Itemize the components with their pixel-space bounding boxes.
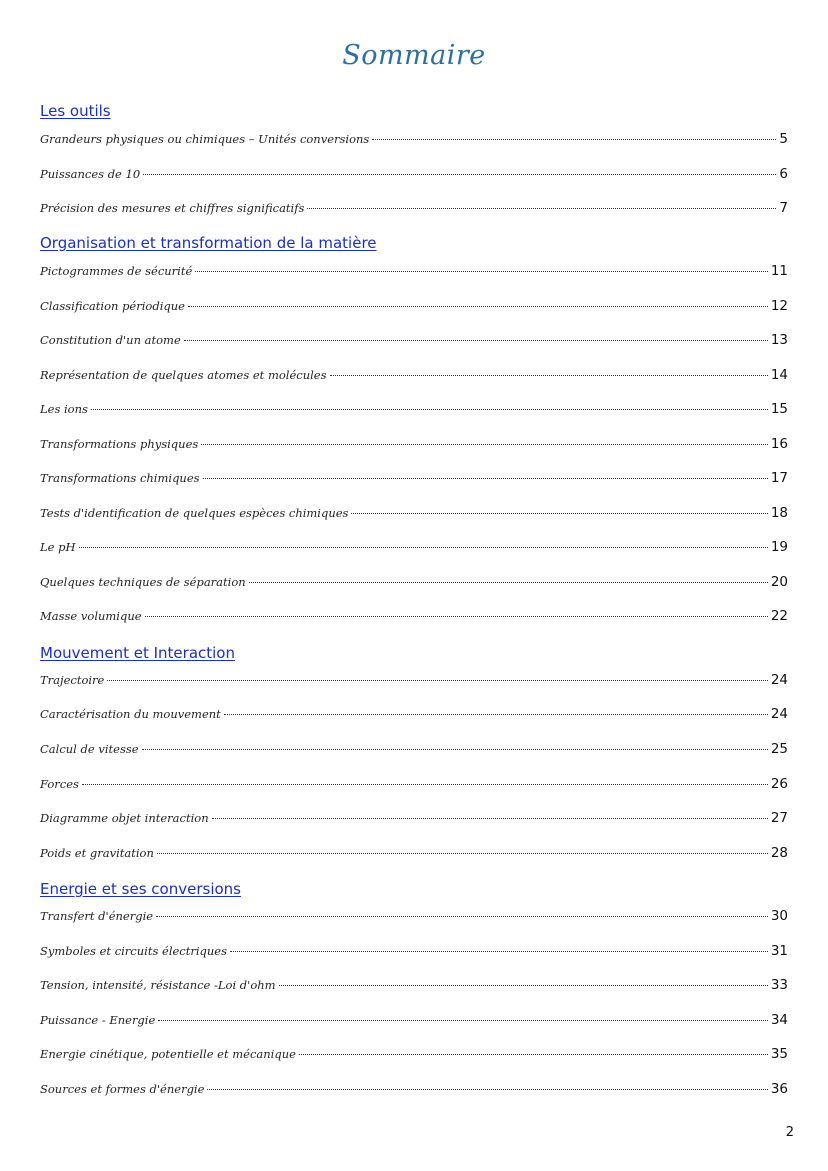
toc-entry-page: 36 [770,1081,788,1097]
dot-leader [184,340,768,341]
toc-entry-page: 7 [779,200,788,216]
toc-entry-page: 6 [779,166,788,182]
dot-leader [207,1089,767,1090]
dot-leader [145,616,768,617]
toc-entry[interactable] [40,1081,788,1101]
toc-entry[interactable] [40,539,788,559]
toc-entry-label: Caractérisation du mouvement [40,707,221,721]
toc-entry-label: Transformations physiques [40,437,199,451]
toc-entry-label: Précision des mesures et chiffres significatifs [40,201,305,215]
toc-entry[interactable] [40,706,788,726]
dot-leader [212,818,768,819]
toc-entry-label: Représentation de quelques atomes et molécules [40,368,327,382]
toc-entry-label: Pictogrammes de sécurité [40,264,193,278]
toc-entry-page: 33 [770,977,788,993]
toc-entry[interactable] [40,263,788,283]
toc-entry-page: 19 [770,539,788,555]
toc-entry-page: 17 [770,470,788,486]
toc-entry-label: Transfert d'énergie [40,909,154,923]
toc-entry-label: Poids et gravitation [40,846,154,860]
toc-entry-page: 15 [770,401,788,417]
dot-leader [224,714,768,715]
toc-entry[interactable] [40,943,788,963]
toc-entry-label: Tests d'identification de quelques espèces chimiques [40,506,349,520]
toc-entry-page: 24 [770,672,788,688]
toc-entry-page: 34 [770,1012,788,1028]
toc-entry-label: Transformations chimiques [40,471,200,485]
toc-entry-page: 26 [770,776,788,792]
dot-leader [307,208,776,209]
toc-entry[interactable] [40,608,788,628]
toc-entry[interactable] [40,470,788,490]
toc-entry-page: 14 [770,367,788,383]
toc-entry-label: Trajectoire [40,673,105,687]
dot-leader [195,271,768,272]
dot-leader [107,680,767,681]
dot-leader [142,749,768,750]
dot-leader [188,306,768,307]
toc-entry-page: 30 [770,908,788,924]
dot-leader [143,174,776,175]
dot-leader [372,139,776,140]
toc-entry-label: Diagramme objet interaction [40,811,209,825]
toc-entry-page: 28 [770,845,788,861]
toc-entry-label: Constitution d'un atome [40,333,181,347]
dot-leader [157,853,768,854]
toc-entry[interactable] [40,332,788,352]
toc-entry[interactable] [40,908,788,928]
section-heading-tools[interactable]: Les outils [40,102,111,120]
toc-entry-label: Sources et formes d'énergie [40,1082,205,1096]
toc-entry[interactable] [40,1046,788,1066]
toc-entry-page: 16 [770,436,788,452]
toc-entry-label: Tension, intensité, résistance -Loi d'ohm [40,978,276,992]
dot-leader [158,1020,768,1021]
toc-entry-page: 25 [770,741,788,757]
section-heading-matter[interactable]: Organisation et transformation de la matière [40,234,377,252]
toc-entry[interactable] [40,776,788,796]
toc-entry-page: 27 [770,810,788,826]
toc-entry-label: Puissance - Energie [40,1013,156,1027]
toc-entry-page: 18 [770,505,788,521]
toc-entry-page: 24 [770,706,788,722]
toc-entry-page: 11 [770,263,788,279]
toc-entry[interactable] [40,741,788,761]
toc-entry-page: 31 [770,943,788,959]
toc-entry[interactable] [40,436,788,456]
toc-entry[interactable] [40,977,788,997]
toc-entry-page: 20 [770,574,788,590]
toc-entry[interactable] [40,672,788,692]
dot-leader [156,916,768,917]
page-number: 2 [785,1125,794,1140]
toc-entry-label: Les ions [40,402,88,416]
toc-entry-label: Symboles et circuits électriques [40,944,228,958]
dot-leader [249,582,768,583]
toc-entry[interactable] [40,1012,788,1032]
dot-leader [79,547,768,548]
toc-entry-page: 13 [770,332,788,348]
dot-leader [299,1054,768,1055]
toc-entry-page: 5 [779,131,788,147]
dot-leader [82,784,768,785]
toc-entry[interactable] [40,505,788,525]
toc-entry[interactable] [40,298,788,318]
toc-entry-label: Quelques techniques de séparation [40,575,246,589]
page-title: Sommaire [342,40,486,71]
toc-entry-label: Classification périodique [40,299,185,313]
dot-leader [279,985,768,986]
dot-leader [351,513,767,514]
dot-leader [203,478,768,479]
toc-entry[interactable] [40,367,788,387]
section-heading-motion[interactable]: Mouvement et Interaction [40,644,235,662]
toc-entry[interactable] [40,845,788,865]
toc-entry[interactable] [40,810,788,830]
toc-entry-label: Energie cinétique, potentielle et mécanique [40,1047,296,1061]
dot-leader [330,375,768,376]
toc-entry-label: Grandeurs physiques ou chimiques – Unités conversions [40,132,370,146]
dot-leader [201,444,768,445]
toc-entry-label: Forces [40,777,79,791]
toc-entry-page: 22 [770,608,788,624]
toc-entry-page: 35 [770,1046,788,1062]
toc-entry[interactable] [40,200,788,220]
section-heading-energy[interactable]: Energie et ses conversions [40,880,241,898]
toc-entry-label: Masse volumique [40,609,142,623]
toc-entry[interactable] [40,401,788,421]
dot-leader [230,951,768,952]
toc-entry-label: Le pH [40,540,76,554]
toc-entry[interactable] [40,131,788,151]
toc-entry-page: 12 [770,298,788,314]
dot-leader [91,409,768,410]
toc-entry-label: Calcul de vitesse [40,742,139,756]
toc-entry[interactable] [40,574,788,594]
toc-entry[interactable] [40,166,788,186]
toc-entry-label: Puissances de 10 [40,167,141,181]
